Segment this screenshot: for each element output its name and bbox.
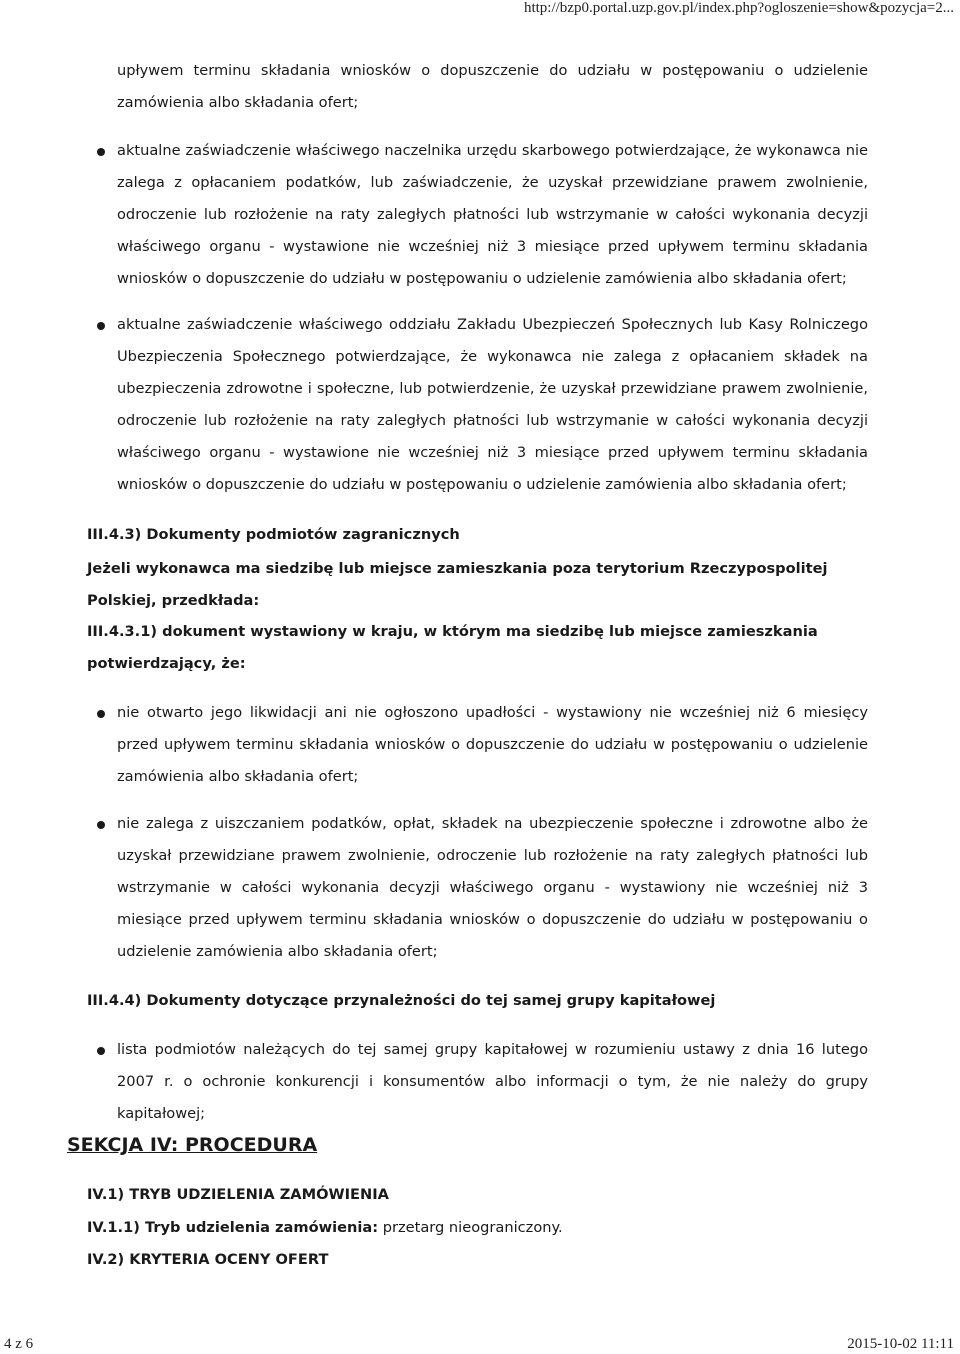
- iv-1-1-label: IV.1.1) Tryb udzielenia zamówienia:: [87, 1219, 379, 1236]
- bullet-icon: [97, 710, 105, 718]
- heading-iii-4-4: III.4.4) Dokumenty dotyczące przynależności do tej samej grupy kapitałowej: [87, 992, 716, 1009]
- list-item-capital-group: lista podmiotów należących do tej samej grupy kapitałowej w rozumieniu ustawy z dnia 16 lutego 2007 r. o ochronie konkurencji i konsumentów albo informacji o tym, że nie należy do grupy kapitałowej;: [117, 1041, 868, 1122]
- heading-iii-4-3-1: III.4.3.1) dokument wystawiony w kraju, w którym ma siedzibę lub miejsce zamieszkania potwierdzający, że:: [87, 623, 818, 672]
- paragraph-continuation: upływem terminu składania wniosków o dopuszczenie do udziału w postępowaniu o udzielenie zamówienia albo składania ofert;: [117, 62, 868, 111]
- heading-foreign-entity: Jeżeli wykonawca ma siedzibę lub miejsce zamieszkania poza terytorium Rzeczypospolitej Polskiej, przedkłada:: [87, 560, 828, 609]
- list-item-zus-certificate: aktualne zaświadczenie właściwego oddziału Zakładu Ubezpieczeń Społecznych lub Kasy Rolniczego Ubezpieczenia Społecznego potwierdzające, że wykonawca nie zalega z opłacaniem składek na ubezpieczenia zdrowotne i społeczne, lub potwierdzenie, że uzyskał przewidziane prawem zwolnienie, odroczenie lub rozłożenie na raty zaległych płatności lub wstrzymanie w całości wykonania decyzji właściwego organu - wystawione nie wcześniej niż 3 miesiące przed upływem terminu składania wniosków o dopuszczenie do udziału w postępowaniu o udzielenie zamówienia albo składania ofert;: [117, 316, 868, 493]
- heading-iii-4-3: III.4.3) Dokumenty podmiotów zagranicznych: [87, 526, 460, 543]
- list-item-liquidation: nie otwarto jego likwidacji ani nie ogłoszono upadłości - wystawiony nie wcześniej niż 6 miesięcy przed upływem terminu składania wniosków o dopuszczenie do udziału w postępowaniu o udzielenie zamówienia albo składania ofert;: [117, 704, 868, 785]
- heading-iv-1-1: [87, 1212, 563, 1244]
- page-url: http://bzp0.portal.uzp.gov.pl/index.php?ogloszenie=show&pozycja=2...: [523, 0, 954, 16]
- heading-iv-1: IV.1) TRYB UDZIELENIA ZAMÓWIENIA: [87, 1186, 389, 1203]
- bullet-icon: [97, 148, 105, 156]
- section-title: SEKCJA IV: PROCEDURA: [67, 1134, 318, 1156]
- iv-1-1-value: przetarg nieograniczony.: [378, 1219, 563, 1236]
- heading-iv-2: IV.2) KRYTERIA OCENY OFERT: [87, 1251, 329, 1268]
- bullet-icon: [97, 821, 105, 829]
- bullet-icon: [97, 1047, 105, 1055]
- list-item-arrears: nie zalega z uiszczaniem podatków, opłat, składek na ubezpieczenie społeczne i zdrowotne albo że uzyskał przewidziane prawem zwolnienie, odroczenie lub rozłożenie na raty zaległych płatności lub wstrzymanie w całości wykonania decyzji właściwego organu - wystawiony nie wcześniej niż 3 miesiące przed upływem terminu składania wniosków o dopuszczenie do udziału w postępowaniu o udzielenie zamówienia albo składania ofert;: [117, 815, 868, 960]
- print-datetime: 2015-10-02 11:11: [847, 1336, 954, 1352]
- page-number: 4 z 6: [4, 1336, 34, 1352]
- list-item-tax-certificate: aktualne zaświadczenie właściwego naczelnika urzędu skarbowego potwierdzające, że wykonawca nie zalega z opłacaniem podatków, lub zaświadczenie, że uzyskał przewidziane prawem zwolnienie, odroczenie lub rozłożenie na raty zaległych płatności lub wstrzymanie w całości wykonania decyzji właściwego organu - wystawione nie wcześniej niż 3 miesiące przed upływem terminu składania wniosków o dopuszczenie do udziału w postępowaniu o udzielenie zamówienia albo składania ofert;: [117, 142, 868, 287]
- bullet-icon: [97, 322, 105, 330]
